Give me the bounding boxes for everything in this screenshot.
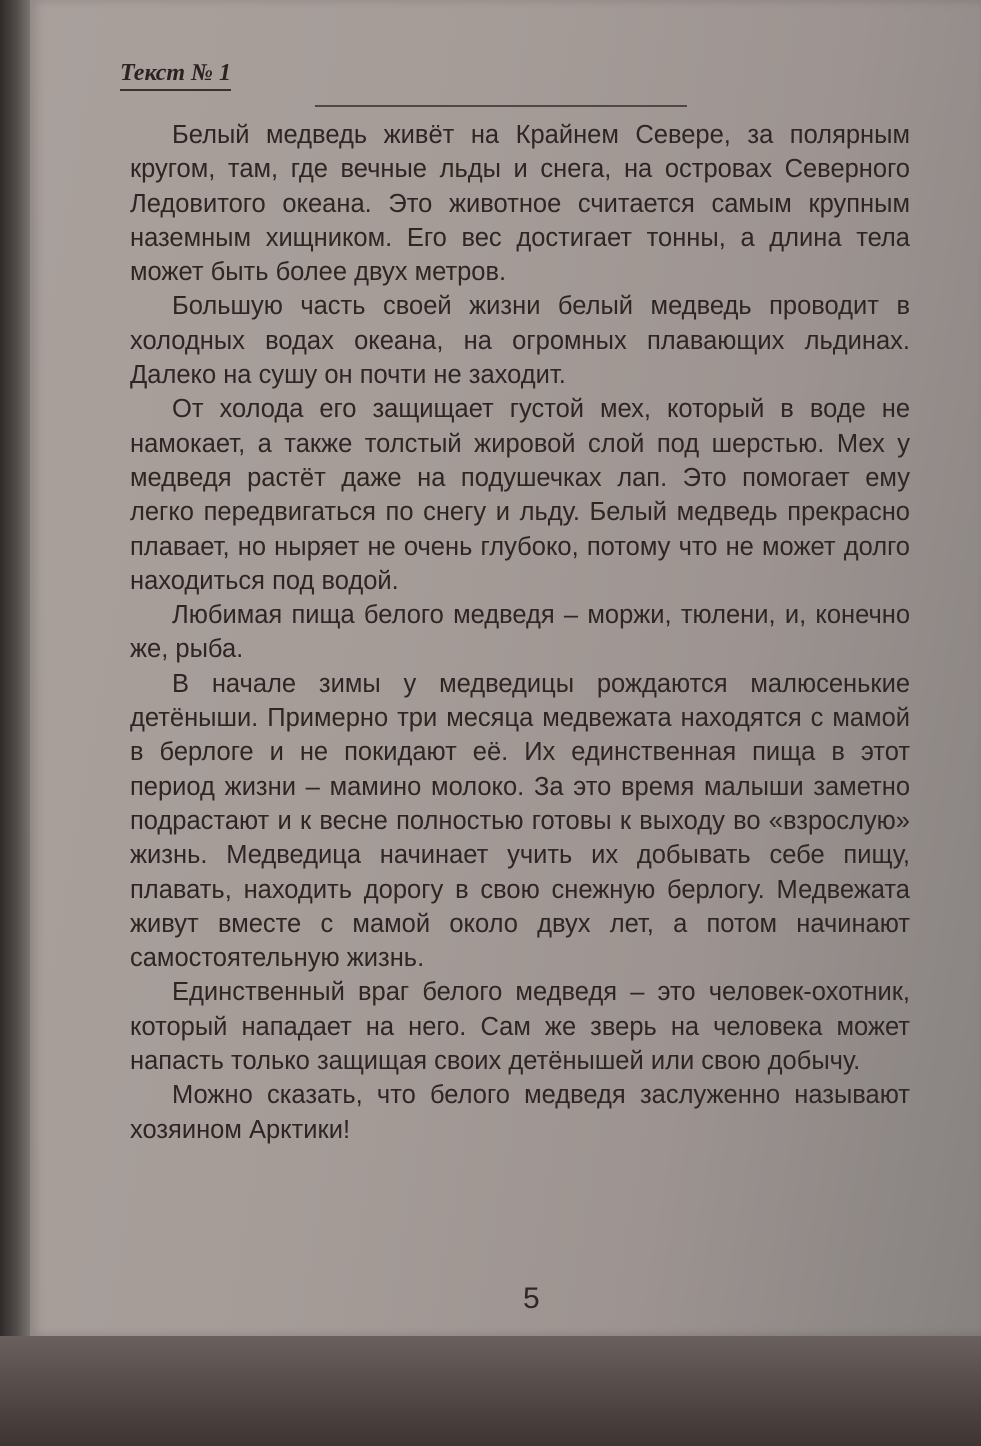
book-spine-edge (0, 0, 30, 1446)
text-body (130, 118, 910, 1147)
text-title: Текст № 1 (120, 60, 231, 91)
paragraph: Большую часть своей жизни белый медведь проводит в холодных водах океана, на огромных плавающих льдинах. Далеко на сушу он почти не заходит. (130, 292, 910, 390)
surface-below-page (0, 1336, 981, 1446)
paragraph: Можно сказать, что белого медведя заслуженно называют хозяином Арктики! (130, 1081, 910, 1144)
book-page (30, 0, 981, 1336)
paragraph: Единственный враг белого медведя – это человек-охотник, который нападает на него. Сам же зверь на человека может напасть только защищая своих детёнышей или свою добычу. (130, 978, 910, 1076)
paragraph: От холода его защищает густой мех, который в воде не намокает, а также толстый жировой слой под шерстью. Мех у медведя растёт даже на подушечках лап. Это помогает ему легко передвигаться по снегу и льду. Белый медведь прекрасно плавает, но ныряет не очень глубоко, потому что не может долго находиться под водой. (130, 395, 910, 595)
page-number: 5 (523, 1282, 540, 1315)
paragraph: Любимая пища белого медведя – моржи, тюлени, и, конечно же, рыба. (130, 601, 910, 664)
paragraph: Белый медведь живёт на Крайнем Севере, за полярным кругом, там, где вечные льды и снега, на островах Северного Ледовитого океана. Это животное считается самым крупным наземным хищником. Его вес достигает тонны, а длина тела может быть более двух метров. (130, 121, 910, 287)
paragraph: В начале зимы у медведицы рождаются малюсенькие детёныши. Примерно три месяца медвежата находятся с мамой в берлоге и не покидают её. Их единственная пища в этот период жизни – мамино молоко. За это время малыши заметно подрастают и к весне полностью готовы к выходу во «взрослую» жизнь. Медведица начинает учить их добывать себе пищу, плавать, находить дорогу в свою снежную берлогу. Медвежата живут вместе с мамой около двух лет, а потом начинают самостоятельную жизнь. (130, 669, 910, 973)
title-rule (315, 105, 687, 107)
